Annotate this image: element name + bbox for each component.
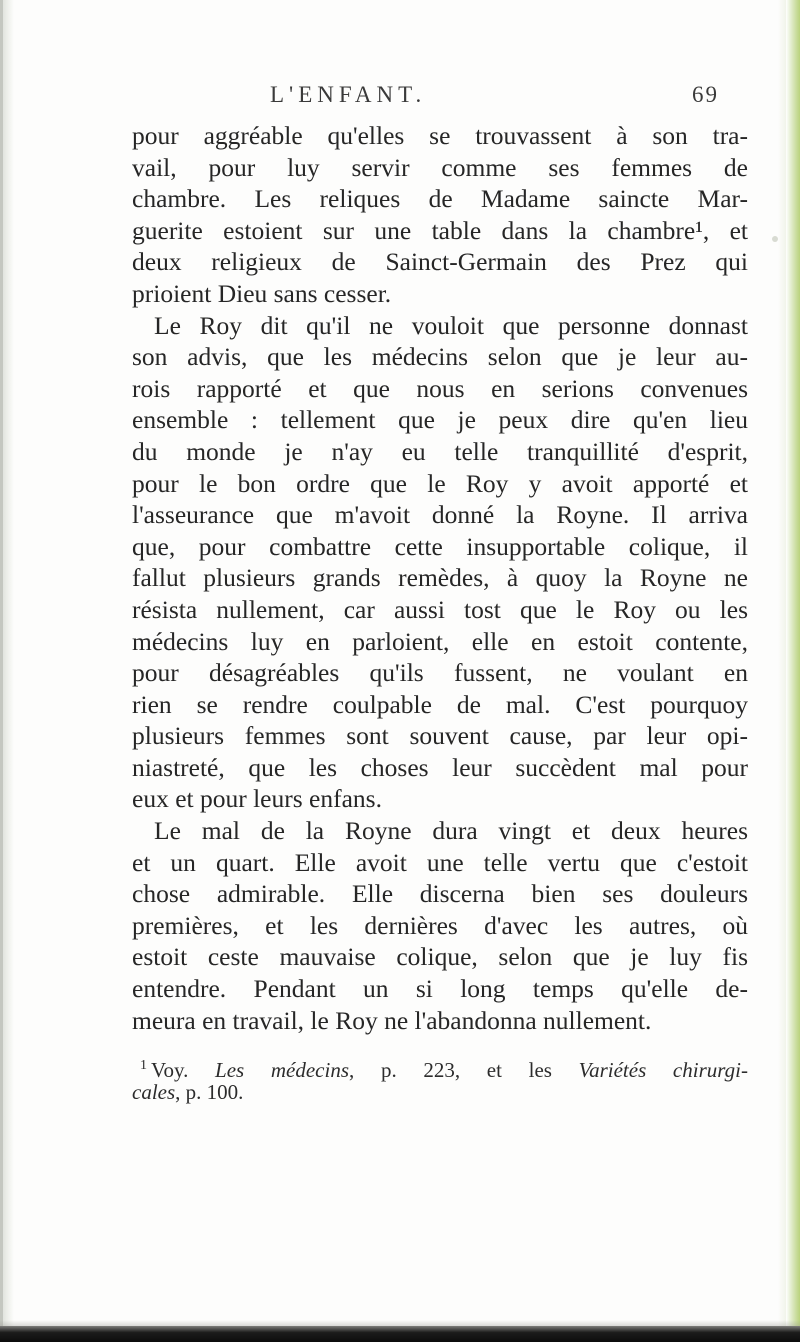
text-line: plusieurs femmes sont souvent cause, par leur opi-: [132, 721, 748, 751]
page-right-shade: [778, 0, 786, 1342]
text-line: que, pour combattre cette insupportable colique, il: [132, 531, 748, 561]
footnote-text: , p. 223, et les: [349, 1058, 579, 1082]
text-line: et un quart. Elle avoit une telle vertu que c'estoit: [132, 847, 748, 877]
text-line: l'asseurance que m'avoit donné la Royne. Il arriva: [132, 500, 748, 530]
text-line: pour le bon ordre que le Roy y avoit apporté et: [132, 468, 748, 498]
text-line: deux religieux de Sainct-Germain des Prez qui: [132, 247, 748, 277]
page-left-edge: [0, 0, 3, 1342]
text-line: estoit ceste mauvaise colique, selon que je luy fis: [132, 942, 748, 972]
footnote-title: Les médecins: [215, 1058, 350, 1082]
text-line: chose admirable. Elle discerna bien ses douleurs: [132, 879, 748, 909]
text-line: premières, et les dernières d'avec les autres, où: [132, 910, 748, 940]
text-line: ensemble : tellement que je peux dire qu'en lieu: [132, 405, 748, 435]
text-line: du monde je n'ay eu telle tranquillité d'esprit,: [132, 436, 748, 466]
text-line: pour aggréable qu'elles se trouvassent à son tra-: [132, 121, 748, 150]
text-line: vail, pour luy servir comme ses femmes de: [132, 152, 748, 182]
text-line: rois rapporté et que nous en serions convenues: [132, 373, 748, 403]
footnote-mark: 1: [140, 1058, 147, 1073]
footnote-title: Variétés chirurgi-: [578, 1058, 748, 1082]
footnote: [132, 1052, 748, 1106]
text-line: Le Roy dit qu'il ne vouloit que personne donnast: [154, 310, 748, 340]
page-number: 69: [692, 82, 719, 107]
footnote-text: Voy.: [151, 1058, 216, 1082]
scan-speck: [772, 236, 778, 242]
page-right-edge: [786, 0, 800, 1342]
text-line: fallut plusieurs grands remèdes, à quoy la Royne ne: [132, 563, 748, 593]
text-line: entendre. Pendant un si long temps qu'elle de-: [132, 974, 748, 1004]
text-line: prioient Dieu sans cesser.: [132, 278, 392, 308]
footnote-title: cales: [132, 1080, 176, 1104]
text-line: résista nullement, car aussi tost que le Roy ou les: [132, 594, 748, 624]
text-line: son advis, que les médecins selon que je leur au-: [132, 342, 748, 372]
text-line: guerite estoient sur une table dans la chambre¹, et: [132, 215, 748, 245]
page-bottom-edge: [0, 1326, 800, 1342]
text-line: chambre. Les reliques de Madame saincte Mar-: [132, 184, 748, 214]
text-line: meura en travail, le Roy ne l'abandonna nullement.: [132, 1005, 652, 1035]
footnote-line: [132, 1052, 748, 1082]
text-line: niastreté, que les choses leur succèdent mal pour: [132, 752, 748, 782]
text-line: Le mal de la Royne dura vingt et deux heures: [154, 816, 748, 846]
text-line: pour désagréables qu'ils fussent, ne voulant en: [132, 658, 748, 688]
text-line: médecins luy en parloient, elle en estoit contente,: [132, 626, 748, 656]
text-line: eux et pour leurs enfans.: [132, 784, 382, 814]
footnote-text: , p. 100.: [175, 1080, 244, 1104]
footnote-line: [132, 1079, 748, 1106]
body-text: [132, 120, 748, 1036]
running-head: L'ENFANT.: [270, 82, 427, 107]
text-line: rien se rendre coulpable de mal. C'est pourquoy: [132, 689, 748, 719]
